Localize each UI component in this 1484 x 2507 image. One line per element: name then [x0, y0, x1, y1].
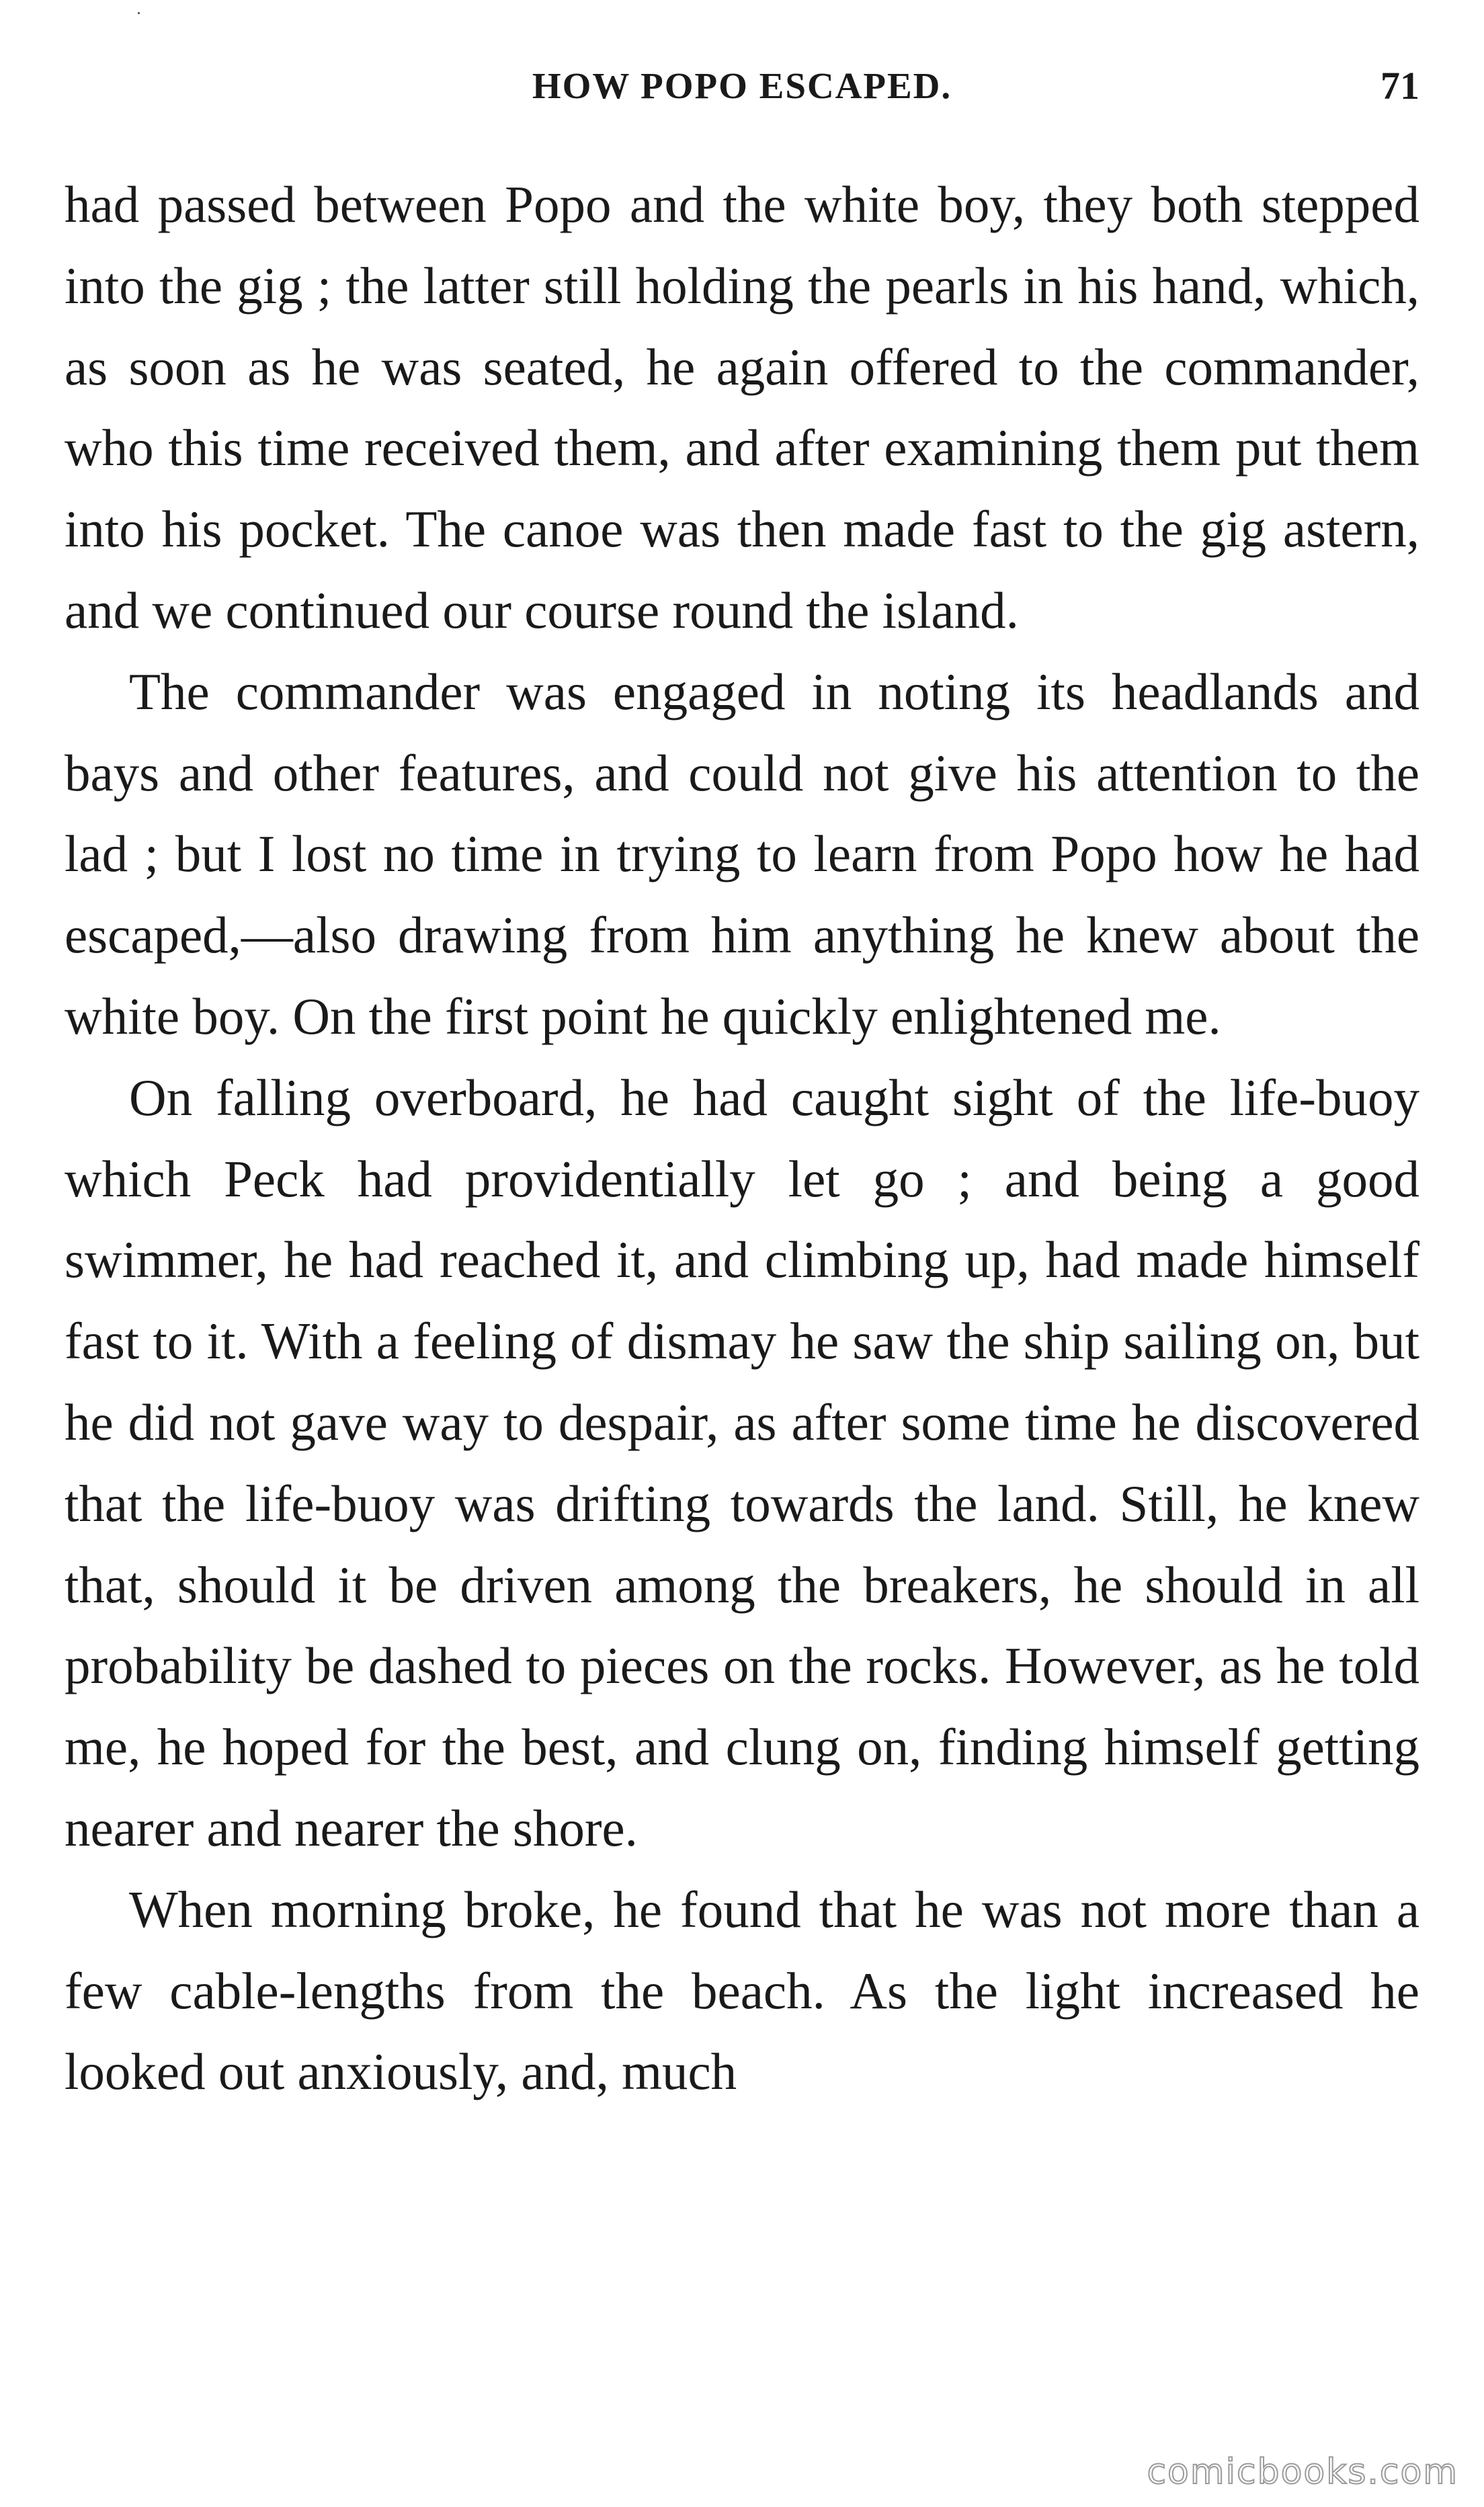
paper-speck	[138, 12, 140, 14]
paragraph-2: The commander was engaged in noting its headlands and bays and other features, and could not give his attention to the lad ; but I lost no time in trying to learn from Popo how he had escaped,—also drawing from him anything he knew about the white boy. On the first point he quickly enlightened me.	[65, 662, 1419, 1045]
watermark: comicbooks.com	[1147, 2452, 1458, 2492]
body-text	[65, 164, 1419, 2112]
paragraph-1: had passed between Popo and the white boy, they both stepped into the gig ; the latter still holding the pearls in his hand, which, as soon as he was seated, he again offered to the commander, who this time received them, and after examining them put them into his pocket. The canoe was then made fast to the gig astern, and we continued our course round the island.	[65, 175, 1419, 639]
page-number: 71	[1380, 64, 1419, 108]
chapter-title: HOW POPO ESCAPED.	[532, 65, 952, 106]
running-head	[65, 59, 1419, 113]
paragraph-3: On falling overboard, he had caught sight of the life-buoy which Peck had providentially let go ; and being a good swimmer, he had reached it, and climbing up, had made himself fast to it. With a feeling of dismay he saw the ship sailing on, but he did not gave way to despair, as after some time he discovered that the life-buoy was drifting towards the land. Still, he knew that, should it be driven among the breakers, he should in all probability be dashed to pieces on the rocks. However, as he told me, he hoped for the best, and clung on, finding himself getting nearer and nearer the shore.	[65, 1068, 1419, 1857]
paragraph-4: When morning broke, he found that he was not more than a few cable-lengths from the beach. As the light increased he looked out anxiously, and, much	[65, 1880, 1419, 2101]
